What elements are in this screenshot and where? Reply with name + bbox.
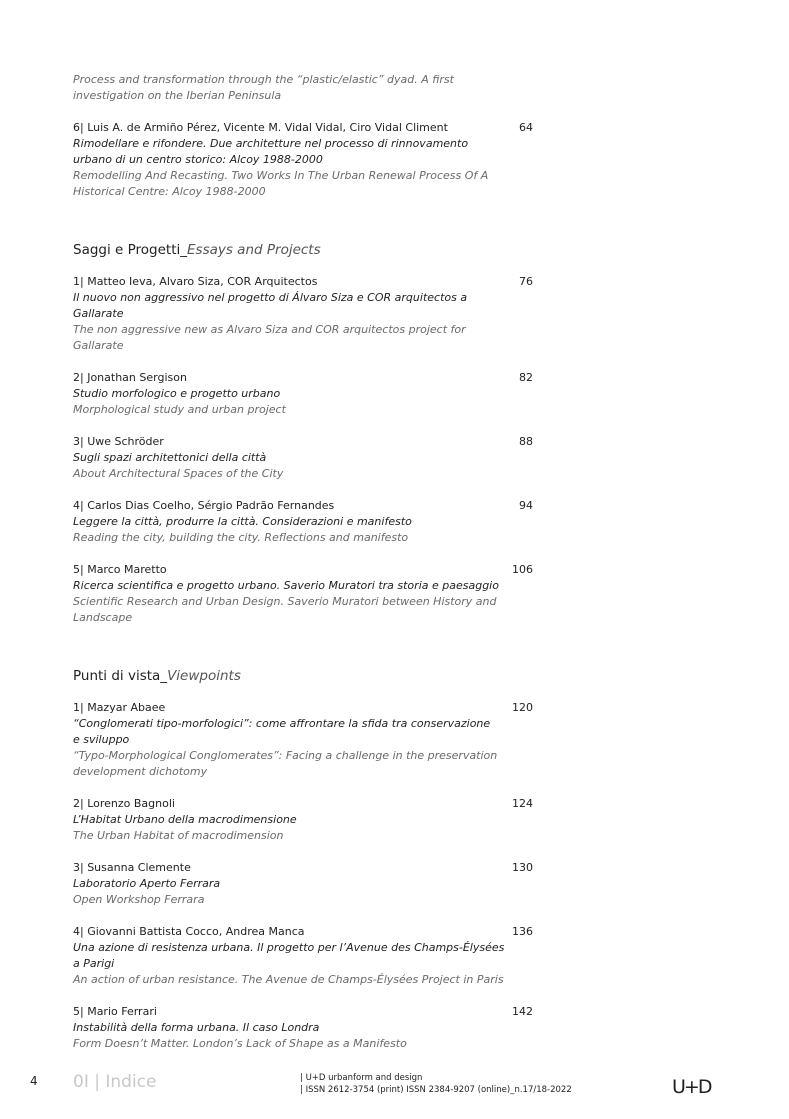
entry-english-title: Process and transformation through the “plastic/elastic” dyad. A first bbox=[73, 73, 454, 86]
journal-info bbox=[300, 1072, 572, 1096]
entry-author-row bbox=[73, 700, 533, 716]
entry-english-title: “Typo-Morphological Conglomerates”: Facing a challenge in the preservation bbox=[73, 749, 498, 762]
toc-entry-continuation bbox=[73, 72, 533, 104]
entry-italian-title: L’Habitat Urbano della macrodimensione bbox=[73, 813, 297, 826]
entry-page-number: 142 bbox=[512, 1005, 533, 1018]
toc-entry[interactable] bbox=[73, 796, 533, 844]
section-title: Punti di vista_ bbox=[73, 668, 168, 684]
journal-logo: U+D bbox=[672, 1076, 711, 1098]
entry-english-title: Reading the city, building the city. Reflections and manifesto bbox=[73, 531, 409, 544]
entry-page-number: 76 bbox=[519, 275, 533, 288]
journal-issn: | ISSN 2612-3754 (print) ISSN 2384-9207 (online)_n.17/18-2022 bbox=[300, 1085, 572, 1095]
entry-english-title: Open Workshop Ferrara bbox=[73, 893, 205, 906]
entry-english-title: Form Doesn’t Matter. London’s Lack of Shape as a Manifesto bbox=[73, 1037, 407, 1050]
toc-entry[interactable] bbox=[73, 924, 533, 988]
toc-entry[interactable] bbox=[73, 1004, 533, 1052]
entry-english-title: About Architectural Spaces of the City bbox=[73, 467, 284, 480]
toc-entry[interactable] bbox=[73, 860, 533, 908]
entry-authors: 3| Uwe Schröder bbox=[73, 435, 164, 448]
entry-authors: 3| Susanna Clemente bbox=[73, 861, 191, 874]
section-heading-viewpoints bbox=[73, 667, 241, 685]
section-subtitle: Essays and Projects bbox=[187, 242, 321, 258]
entry-authors: 2| Jonathan Sergison bbox=[73, 371, 187, 384]
entry-italian-title: Leggere la città, produrre la città. Considerazioni e manifesto bbox=[73, 515, 412, 528]
entry-english-title: development dichotomy bbox=[73, 765, 208, 778]
entry-italian-title: urbano di un centro storico: Alcoy 1988-2000 bbox=[73, 153, 323, 166]
entry-page-number: 124 bbox=[512, 797, 533, 810]
toc-entry[interactable] bbox=[73, 434, 533, 482]
entry-english-title: Gallarate bbox=[73, 339, 124, 352]
toc-entry[interactable] bbox=[73, 120, 533, 200]
entry-page-number: 130 bbox=[512, 861, 533, 874]
entry-english-title: An action of urban resistance. The Avenue de Champs-Élysées Project in Paris bbox=[73, 973, 504, 986]
entry-author-row bbox=[73, 274, 533, 290]
entry-authors: 1| Matteo Ieva, Alvaro Siza, COR Arquitectos bbox=[73, 275, 318, 288]
entry-english-title: investigation on the Iberian Peninsula bbox=[73, 89, 282, 102]
entry-authors: 4| Giovanni Battista Cocco, Andrea Manca bbox=[73, 925, 305, 938]
entry-page-number: 64 bbox=[519, 121, 533, 134]
entry-author-row bbox=[73, 860, 533, 876]
entry-author-row bbox=[73, 370, 533, 386]
entry-page-number: 136 bbox=[512, 925, 533, 938]
entry-authors: 2| Lorenzo Bagnoli bbox=[73, 797, 175, 810]
section-subtitle: Viewpoints bbox=[167, 668, 241, 684]
entry-italian-title: Una azione di resistenza urbana. Il progetto per l’Avenue des Champs-Élysées bbox=[73, 941, 505, 954]
entry-italian-title: e sviluppo bbox=[73, 733, 130, 746]
entry-english-title: The non aggressive new as Alvaro Siza and COR arquitectos project for bbox=[73, 323, 466, 336]
entry-page-number: 106 bbox=[512, 563, 533, 576]
toc-entry[interactable] bbox=[73, 562, 533, 626]
entry-english-title: Scientific Research and Urban Design. Saverio Muratori between History and bbox=[73, 595, 497, 608]
entry-author-row bbox=[73, 498, 533, 514]
entry-author-row bbox=[73, 434, 533, 450]
entry-italian-title: Sugli spazi architettonici della città bbox=[73, 451, 267, 464]
entry-authors: 1| Mazyar Abaee bbox=[73, 701, 166, 714]
entry-authors: 4| Carlos Dias Coelho, Sérgio Padrão Fernandes bbox=[73, 499, 335, 512]
entry-author-row bbox=[73, 924, 533, 940]
entry-english-title: Remodelling And Recasting. Two Works In The Urban Renewal Process Of A bbox=[73, 169, 489, 182]
toc-entry[interactable] bbox=[73, 700, 533, 780]
page-number: 4 bbox=[30, 1074, 38, 1088]
entry-authors: 5| Marco Maretto bbox=[73, 563, 167, 576]
section-heading-essays bbox=[73, 241, 321, 259]
entry-italian-title: Laboratorio Aperto Ferrara bbox=[73, 877, 221, 890]
entry-author-row bbox=[73, 796, 533, 812]
entry-page-number: 82 bbox=[519, 371, 533, 384]
entry-authors: 5| Mario Ferrari bbox=[73, 1005, 157, 1018]
entry-author-row bbox=[73, 562, 533, 578]
entry-author-row bbox=[73, 1004, 533, 1020]
entry-english-title: Morphological study and urban project bbox=[73, 403, 286, 416]
journal-name: | U+D urbanform and design bbox=[300, 1073, 423, 1083]
entry-page-number: 94 bbox=[519, 499, 533, 512]
entry-italian-title: Instabilità della forma urbana. Il caso Londra bbox=[73, 1021, 320, 1034]
entry-italian-title: Il nuovo non aggressivo nel progetto di Álvaro Siza e COR arquitectos a bbox=[73, 291, 468, 304]
running-section-label: 0I | Indice bbox=[73, 1072, 157, 1092]
entry-italian-title: Rimodellare e rifondere. Due architetture nel processo di rinnovamento bbox=[73, 137, 469, 150]
entry-italian-title: “Conglomerati tipo-morfologici”: come affrontare la sfida tra conservazione bbox=[73, 717, 491, 730]
toc-entry[interactable] bbox=[73, 370, 533, 418]
entry-author-row bbox=[73, 120, 533, 136]
entry-authors: 6| Luis A. de Armiño Pérez, Vicente M. Vidal Vidal, Ciro Vidal Climent bbox=[73, 121, 448, 134]
entry-italian-title: Ricerca scientifica e progetto urbano. Saverio Muratori tra storia e paesaggio bbox=[73, 579, 499, 592]
entry-english-title: The Urban Habitat of macrodimension bbox=[73, 829, 284, 842]
entry-italian-title: a Parigi bbox=[73, 957, 115, 970]
entry-page-number: 88 bbox=[519, 435, 533, 448]
entry-page-number: 120 bbox=[512, 701, 533, 714]
entry-english-title: Landscape bbox=[73, 611, 133, 624]
entry-italian-title: Studio morfologico e progetto urbano bbox=[73, 387, 281, 400]
entry-english-title: Historical Centre: Alcoy 1988-2000 bbox=[73, 185, 266, 198]
entry-italian-title: Gallarate bbox=[73, 307, 124, 320]
toc-entry[interactable] bbox=[73, 274, 533, 354]
section-title: Saggi e Progetti_ bbox=[73, 242, 187, 258]
toc-entry[interactable] bbox=[73, 498, 533, 546]
